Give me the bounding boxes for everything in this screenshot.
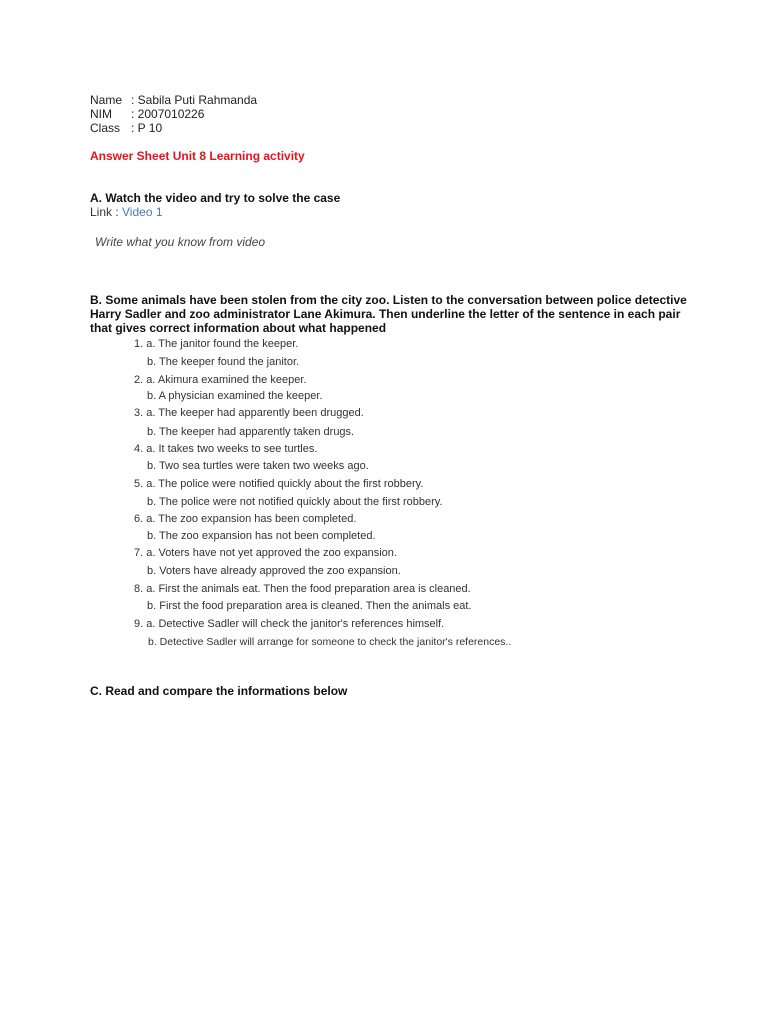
question-5-option-b: b. The police were not notified quickly about the first robbery.	[147, 496, 443, 508]
name-row	[90, 93, 257, 107]
question-6-option-a: 6. a. The zoo expansion has been completed.	[134, 513, 357, 525]
student-info	[90, 93, 257, 135]
video-note: Write what you know from video	[95, 235, 266, 249]
question-4-option-b: b. Two sea turtles were taken two weeks ago.	[147, 460, 369, 472]
question-6-option-b: b. The zoo expansion has not been completed.	[147, 530, 376, 542]
question-7-option-a: 7. a. Voters have not yet approved the zoo expansion.	[134, 547, 397, 559]
video-link-row	[90, 205, 163, 219]
question-1-option-b: b. The keeper found the janitor.	[147, 356, 300, 368]
nim-label: NIM	[90, 107, 112, 121]
question-2-option-a: 2. a. Akimura examined the keeper.	[134, 374, 307, 386]
question-3-option-b: b. The keeper had apparently taken drugs.	[147, 426, 355, 438]
section-a-heading: A. Watch the video and try to solve the case	[90, 191, 341, 205]
question-1-option-a: 1. a. The janitor found the keeper.	[134, 338, 299, 350]
section-c-heading: C. Read and compare the informations below	[90, 684, 348, 698]
link-label: Link :	[90, 205, 123, 219]
question-8-option-b: b. First the food preparation area is cleaned. Then the animals eat.	[147, 600, 472, 612]
question-5-option-a: 5. a. The police were notified quickly about the first robbery.	[134, 478, 424, 490]
class-label: Class	[90, 121, 121, 135]
question-7-option-b: b. Voters have already approved the zoo expansion.	[147, 565, 401, 577]
section-b-heading: B. Some animals have been stolen from the city zoo. Listen to the conversation between police detective Harry Sadler and zoo administrator Lane Akimura. Then underline the letter of the sentence in each pair that gives correct information about what happened	[90, 293, 687, 335]
name-value: : Sabila Puti Rahmanda	[131, 93, 258, 107]
question-3-option-a: 3. a. The keeper had apparently been drugged.	[134, 407, 364, 419]
question-9-option-b: b. Detective Sadler will arrange for someone to check the janitor's references..	[148, 636, 512, 648]
question-9-option-a: 9. a. Detective Sadler will check the janitor's references himself.	[134, 618, 445, 630]
answer-sheet-title: Answer Sheet Unit 8 Learning activity	[90, 149, 305, 163]
name-label: Name	[90, 93, 123, 107]
question-2-option-b: b. A physician examined the keeper.	[147, 390, 323, 402]
class-value: : P 10	[131, 121, 163, 135]
question-8-option-a: 8. a. First the animals eat. Then the food preparation area is cleaned.	[134, 583, 471, 595]
video-link[interactable]: Video 1	[122, 205, 163, 219]
question-4-option-a: 4. a. It takes two weeks to see turtles.	[134, 443, 318, 455]
nim-value: : 2007010226	[131, 107, 205, 121]
nim-row	[90, 107, 257, 121]
class-row	[90, 121, 257, 135]
